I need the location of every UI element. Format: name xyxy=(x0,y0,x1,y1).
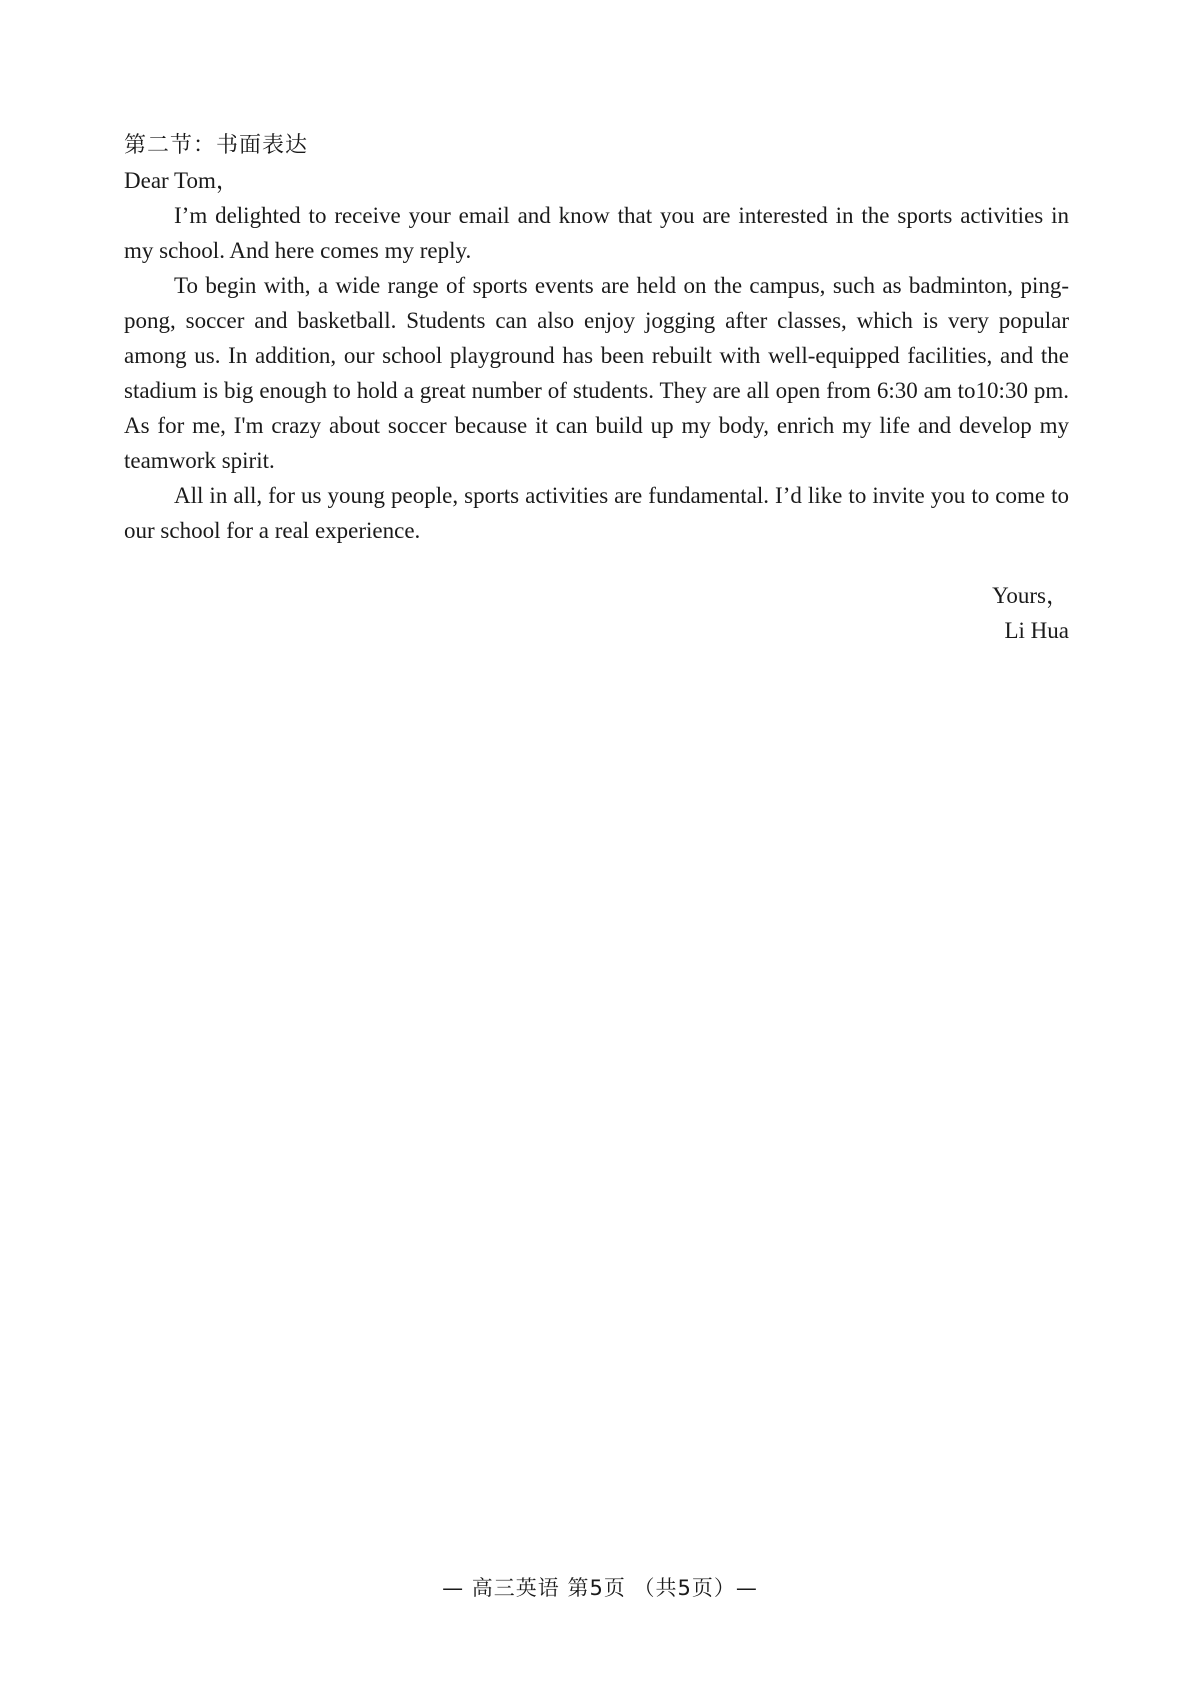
letter-paragraph-1: I’m delighted to receive your email and know that you are interested in the sports activities in my school. And here comes my reply. xyxy=(124,203,1069,263)
letter-paragraph-3: All in all, for us young people, sports activities are fundamental. I’d like to invite you to come to our school for a real experience. xyxy=(124,483,1069,543)
letter-closing-block xyxy=(992,578,1069,648)
page-footer: — 高三英语 第5页 （共5页）— xyxy=(442,1576,758,1600)
letter-paragraph-2: To begin with, a wide range of sports events are held on the campus, such as badminton, ping-pong, soccer and basketball. Students can also enjoy jogging after classes, which is very popular among us. In addition, our school playground has been rebuilt with well-equipped facilities, and the stadium is big enough to hold a great number of students. They are all open from 6:30 am to10:30 pm. As for me, I'm crazy about soccer because it can build up my body, enrich my life and develop my teamwork spirit. xyxy=(124,273,1069,473)
letter-closing: Yours， xyxy=(992,583,1069,608)
answer-content xyxy=(124,128,1069,548)
section-heading: 第二节：书面表达 xyxy=(124,133,309,158)
letter-greeting: Dear Tom， xyxy=(124,168,239,193)
letter-signature: Li Hua xyxy=(1004,618,1069,643)
